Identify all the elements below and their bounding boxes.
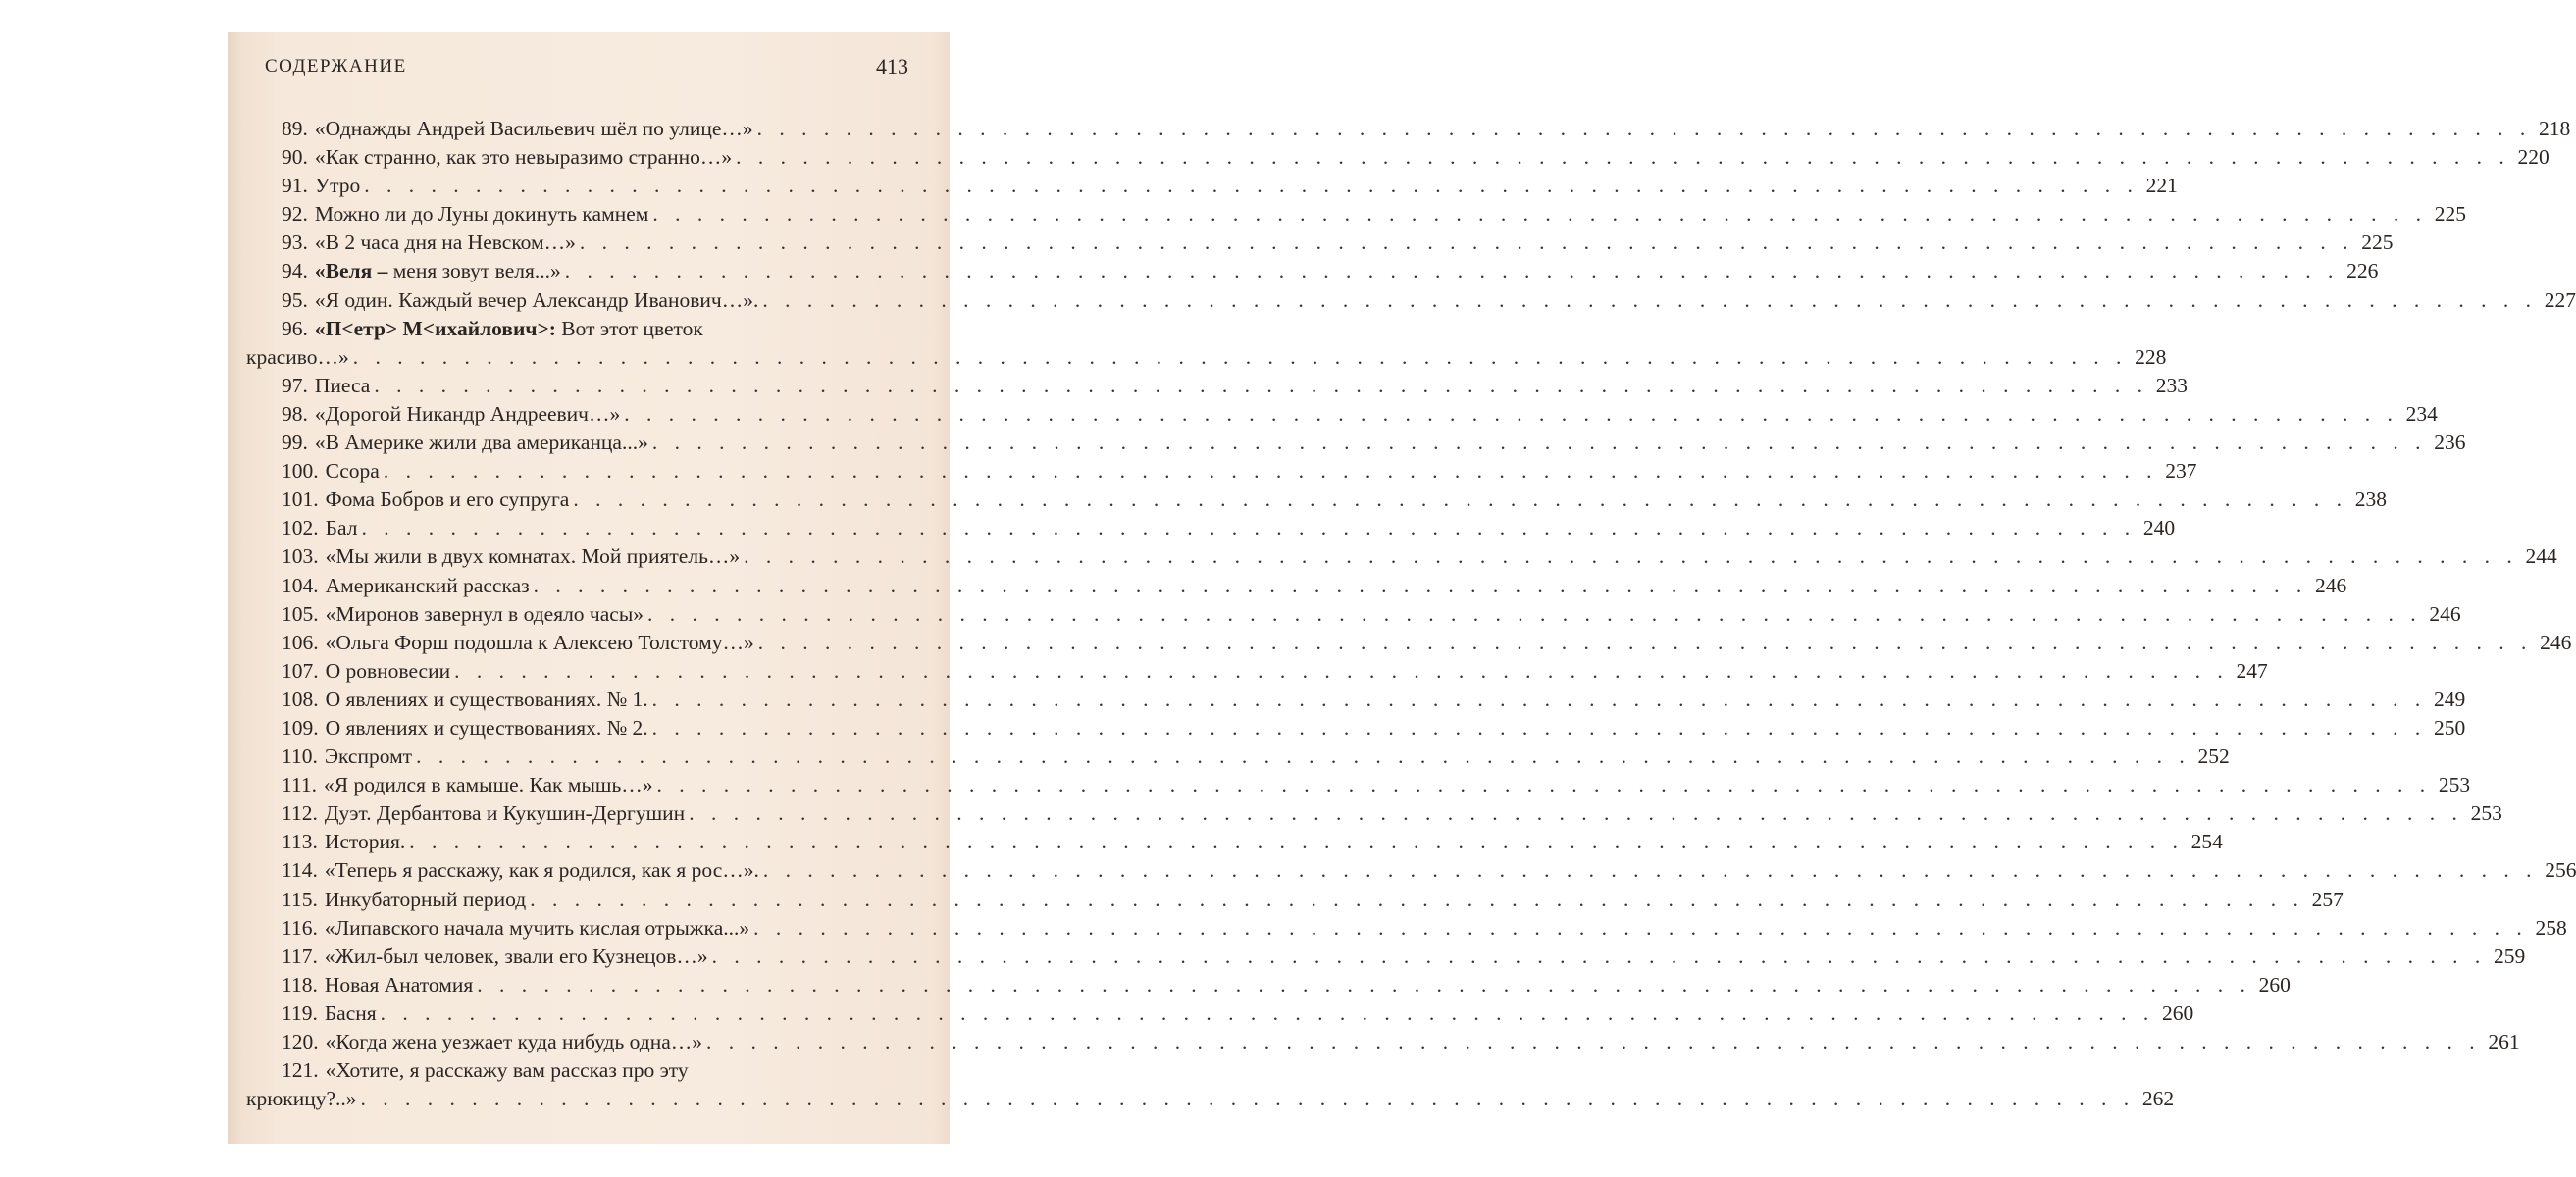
entry-number: 117. <box>282 944 318 968</box>
entry-page: 253 <box>2438 773 2471 797</box>
entry-number: 94. <box>282 259 308 283</box>
dot-leader <box>534 572 2308 600</box>
dot-leader <box>753 914 2528 943</box>
entry-title-continued: красиво…» <box>246 344 349 369</box>
entry-title <box>315 143 732 172</box>
toc-entry <box>282 657 2268 686</box>
entry-page: 262 <box>2141 1087 2175 1111</box>
entry-page: 238 <box>2354 487 2387 512</box>
toc-entry-continuation <box>246 343 2167 372</box>
toc-entry-line <box>282 714 2466 742</box>
entry-title-text: Вот этот цветок <box>555 316 703 340</box>
toc-entry-line <box>282 771 2471 799</box>
entry-page: 252 <box>2197 744 2230 769</box>
entry-title-bold: «П<етр> М<ихайлович>: <box>314 316 556 340</box>
entry-title-text: Басня <box>324 1000 377 1025</box>
entry-page: 260 <box>2258 972 2291 997</box>
entry-title <box>325 799 685 828</box>
entry-number: 118. <box>282 972 318 997</box>
toc-entry <box>282 486 2387 514</box>
toc-entry-line <box>282 229 2394 257</box>
toc-entry <box>282 856 2576 885</box>
toc-entry-line <box>282 115 2571 143</box>
entry-title-text: «Как странно, как это невыразимо странно…» <box>314 145 733 170</box>
entry-number: 104. <box>282 573 319 597</box>
toc-entry-line <box>282 600 2461 629</box>
dot-leader <box>652 429 2427 457</box>
entry-title-text: «В Америке жили два американца...» <box>314 431 648 455</box>
entry-title <box>315 200 648 229</box>
entry-number: 115. <box>282 887 318 911</box>
entry-title <box>315 315 703 343</box>
entry-number: 106. <box>282 630 319 654</box>
dot-leader <box>712 943 2487 971</box>
toc-entry-line <box>282 914 2567 943</box>
entry-page: 218 <box>2539 117 2571 140</box>
toc-entry-line <box>282 1028 2520 1056</box>
entry-page: 240 <box>2142 516 2176 540</box>
entry-title-text: «Я родился в камыше. Как мышь…» <box>324 773 653 797</box>
entry-number: 108. <box>282 687 319 711</box>
toc-entry <box>282 372 2188 400</box>
dot-leader <box>689 799 2463 828</box>
entry-title-text: О явлениях и существованиях. № 2. <box>325 715 648 740</box>
entry-number: 112. <box>282 801 318 826</box>
toc-entry <box>282 143 2550 172</box>
toc-entry-line <box>282 572 2347 600</box>
entry-number: 113. <box>282 830 318 854</box>
entry-page: 233 <box>2155 373 2188 397</box>
entry-page: 260 <box>2162 1000 2194 1025</box>
toc-entry-line <box>282 429 2466 457</box>
entry-title <box>326 657 450 686</box>
entry-title-text: Утро <box>314 174 361 198</box>
entry-page: 236 <box>2434 431 2466 455</box>
entry-title <box>315 372 370 400</box>
entry-page: 258 <box>2535 915 2567 940</box>
toc-entry <box>282 742 2230 771</box>
toc-entry <box>282 514 2176 542</box>
dot-leader <box>736 143 2510 172</box>
entry-title-text: Пиеса <box>314 373 371 397</box>
entry-title-text: «Ольга Форш подошла к Алексею Толстому…» <box>325 630 754 654</box>
dot-leader <box>353 343 2128 372</box>
toc-entry <box>282 686 2466 714</box>
entry-number: 92. <box>282 202 308 227</box>
toc-entry <box>282 286 2576 315</box>
entry-page: 256 <box>2545 858 2576 883</box>
entry-page: 228 <box>2135 344 2167 369</box>
entry-title-text: «Когда жена уезжает куда нибудь одна…» <box>325 1030 703 1053</box>
toc-entry <box>282 629 2572 657</box>
entry-title-text: О ровновесии <box>325 658 451 683</box>
entry-title <box>315 257 561 285</box>
toc-entry-line <box>282 257 2379 285</box>
entry-title <box>325 886 526 914</box>
entry-title <box>315 429 648 457</box>
entry-title <box>326 686 648 714</box>
entry-page: 244 <box>2525 544 2557 569</box>
entry-page: 246 <box>2429 601 2461 626</box>
entry-number: 102. <box>282 516 319 540</box>
toc-entry-continuation <box>246 1085 2175 1113</box>
entry-page: 254 <box>2190 830 2223 854</box>
entry-title-text: «Однажды Андрей Васильевич шёл по улице…» <box>314 117 753 140</box>
entry-page: 226 <box>2346 259 2379 283</box>
dot-leader <box>364 172 2138 200</box>
dot-leader <box>573 486 2347 514</box>
toc-entry-line <box>282 886 2344 914</box>
toc-entry <box>282 886 2344 914</box>
entry-page: 253 <box>2470 801 2502 826</box>
toc-entry <box>282 429 2466 457</box>
entry-number: 89. <box>282 117 308 140</box>
entry-title-text: «Теперь я расскажу, как я родился, как я рос…». <box>324 858 759 883</box>
toc-entry-line <box>282 799 2502 828</box>
entry-title <box>326 542 741 571</box>
entry-title-text: Можно ли до Луны докинуть камнем <box>314 202 649 227</box>
dot-leader <box>657 771 2432 799</box>
entry-number: 105. <box>282 601 319 626</box>
dot-leader <box>706 1028 2481 1056</box>
toc-entry-line <box>282 143 2550 172</box>
dot-leader <box>477 971 2251 999</box>
toc-entry <box>282 457 2197 486</box>
toc-entry-line <box>282 999 2194 1028</box>
toc-entry-line <box>282 486 2387 514</box>
toc-entry <box>282 799 2502 828</box>
toc-entry-line <box>282 315 908 343</box>
entry-title <box>315 115 753 143</box>
entry-title <box>326 1056 689 1085</box>
entry-number: 103. <box>282 544 319 569</box>
toc-entry-line <box>282 457 2197 486</box>
toc-entry <box>282 229 2394 257</box>
toc-entry-line <box>282 657 2268 686</box>
toc-entry <box>282 914 2567 943</box>
entry-page: 221 <box>2145 174 2178 198</box>
toc-entry <box>246 1056 2175 1113</box>
book-page <box>228 32 2576 1144</box>
dot-leader <box>530 886 2304 914</box>
entry-number: 98. <box>282 401 308 426</box>
entry-number: 111. <box>282 773 318 797</box>
entry-title-bold: «Веля – <box>314 259 388 283</box>
toc-entry <box>282 542 2557 571</box>
entry-number: 93. <box>282 230 308 255</box>
dot-leader <box>744 542 2518 571</box>
entry-title-text: Ссора <box>325 459 380 484</box>
toc-entry-line <box>282 286 2576 315</box>
toc-entry <box>282 714 2466 742</box>
entry-title <box>315 400 620 429</box>
toc-entry-line <box>282 856 2576 885</box>
entry-number: 100. <box>282 459 319 484</box>
dot-leader <box>652 686 2427 714</box>
entry-number: 119. <box>282 1000 318 1025</box>
toc-entry-line <box>282 971 2291 999</box>
entry-title <box>326 1028 702 1056</box>
dot-leader <box>381 999 2155 1028</box>
dot-leader <box>384 457 2158 486</box>
entry-title-text: История. <box>324 830 406 854</box>
entry-title <box>315 172 360 200</box>
entry-page: 246 <box>2315 573 2347 597</box>
toc-entry <box>282 971 2291 999</box>
toc-entry <box>282 600 2461 629</box>
entry-page: 234 <box>2405 401 2438 426</box>
entry-page: 237 <box>2165 459 2197 484</box>
toc-entry <box>282 999 2194 1028</box>
entry-number: 107. <box>282 658 319 683</box>
dot-leader <box>361 514 2136 542</box>
toc-entry-line <box>282 742 2230 771</box>
dot-leader <box>624 400 2398 429</box>
entry-number: 109. <box>282 715 319 740</box>
entry-number: 91. <box>282 174 308 198</box>
dot-leader <box>565 257 2340 285</box>
entry-title-text: «Липавского начала мучить кислая отрыжка...» <box>324 915 750 940</box>
toc-entry-line <box>282 372 2188 400</box>
toc-entry <box>282 400 2438 429</box>
entry-number: 120. <box>282 1030 319 1053</box>
toc-entry-line <box>282 1056 908 1085</box>
dot-leader <box>763 856 2538 885</box>
entry-title <box>325 742 412 771</box>
dot-leader <box>374 372 2148 400</box>
toc-entry-line <box>282 200 2466 229</box>
entry-number: 116. <box>282 915 318 940</box>
entry-title <box>325 999 377 1028</box>
entry-title-text: Фома Бобров и его супруга <box>325 487 570 512</box>
entry-title <box>326 600 644 629</box>
entry-title <box>324 771 653 799</box>
entry-title-text: О явлениях и существованиях. № 1. <box>325 687 648 711</box>
entry-page: 250 <box>2434 715 2466 740</box>
page-number: 413 <box>876 54 908 78</box>
toc-entry <box>282 828 2223 856</box>
dot-leader <box>409 828 2184 856</box>
entry-title-text: Дуэт. Дербантова и Кукушин-Дергушин <box>324 801 686 826</box>
toc-entry <box>282 200 2466 229</box>
toc-entry <box>282 115 2571 143</box>
entry-number: 110. <box>282 744 318 769</box>
entry-title-text: Инкубаторный период <box>324 887 527 911</box>
dot-leader <box>652 200 2427 229</box>
entry-title <box>326 514 358 542</box>
entry-page: 225 <box>2361 230 2394 255</box>
entry-title <box>325 943 708 971</box>
entry-title <box>326 629 754 657</box>
toc-entry <box>282 771 2471 799</box>
table-of-contents <box>246 115 2576 1113</box>
entry-title-continued: крюкицу?..» <box>246 1087 357 1111</box>
entry-title <box>326 572 530 600</box>
entry-page: 227 <box>2544 287 2576 312</box>
toc-entry-line <box>282 828 2223 856</box>
entry-title-text: «Я один. Каждый вечер Александр Иванович…». <box>314 287 759 312</box>
entry-number: 90. <box>282 145 308 170</box>
entry-title-text: Американский рассказ <box>325 573 530 597</box>
entry-title <box>325 914 749 943</box>
entry-title-text: «В 2 часа дня на Невском…» <box>314 230 576 255</box>
entry-title-text: «Мы жили в двух комнатах. Мой приятель…» <box>325 544 741 569</box>
entry-number: 114. <box>282 858 318 883</box>
entry-title-text: «Жил-был человек, звали его Кузнецов…» <box>324 944 708 968</box>
toc-entry-line <box>282 686 2466 714</box>
entry-title <box>315 286 758 315</box>
entry-title <box>325 856 759 885</box>
entry-title-text: «Дорогой Никандр Андреевич…» <box>314 401 621 426</box>
toc-entry <box>246 315 2167 372</box>
toc-entry <box>282 1028 2520 1056</box>
toc-entry <box>282 257 2379 285</box>
dot-leader <box>757 115 2532 143</box>
entry-page: 259 <box>2494 944 2526 968</box>
dot-leader <box>580 229 2354 257</box>
entry-page: 257 <box>2311 887 2344 911</box>
entry-title-text: Бал <box>325 516 358 540</box>
dot-leader <box>652 714 2427 742</box>
dot-leader <box>361 1085 2136 1113</box>
entry-number: 95. <box>282 287 308 312</box>
entry-title-text: меня зовут веля...» <box>387 259 561 283</box>
entry-page: 225 <box>2434 202 2466 227</box>
toc-entry-line <box>282 943 2526 971</box>
running-header <box>265 56 908 85</box>
toc-entry-line <box>282 172 2178 200</box>
entry-page: 247 <box>2236 658 2268 683</box>
entry-number: 99. <box>282 431 308 455</box>
entry-page: 261 <box>2488 1030 2520 1053</box>
entry-title <box>326 486 570 514</box>
toc-entry-line <box>282 629 2572 657</box>
dot-leader <box>762 286 2537 315</box>
toc-entry-line <box>282 400 2438 429</box>
toc-entry <box>282 943 2526 971</box>
entry-title-text: Новая Анатомия <box>324 972 474 997</box>
entry-number: 121. <box>282 1058 319 1083</box>
entry-title <box>326 457 380 486</box>
entry-page: 249 <box>2434 687 2466 711</box>
entry-title-text: «Миронов завернул в одеяло часы» <box>325 601 644 626</box>
toc-entry-line <box>282 514 2176 542</box>
entry-page: 220 <box>2517 145 2550 170</box>
toc-entry <box>282 572 2347 600</box>
toc-entry <box>282 172 2178 200</box>
entry-number: 97. <box>282 373 308 397</box>
entry-title <box>315 229 576 257</box>
dot-leader <box>416 742 2190 771</box>
entry-title <box>325 971 473 999</box>
dot-leader <box>758 629 2533 657</box>
entry-number: 96. <box>282 316 308 340</box>
entry-title-text: «Хотите, я расскажу вам рассказ про эту <box>325 1058 689 1083</box>
dot-leader <box>647 600 2422 629</box>
entry-title-text: Экспромт <box>324 744 413 769</box>
entry-title <box>325 828 405 856</box>
entry-number: 101. <box>282 487 319 512</box>
dot-leader <box>454 657 2229 686</box>
toc-entry-line <box>282 542 2557 571</box>
section-title: СОДЕРЖАНИЕ <box>265 56 407 77</box>
entry-page: 246 <box>2540 630 2572 654</box>
entry-title <box>326 714 648 742</box>
